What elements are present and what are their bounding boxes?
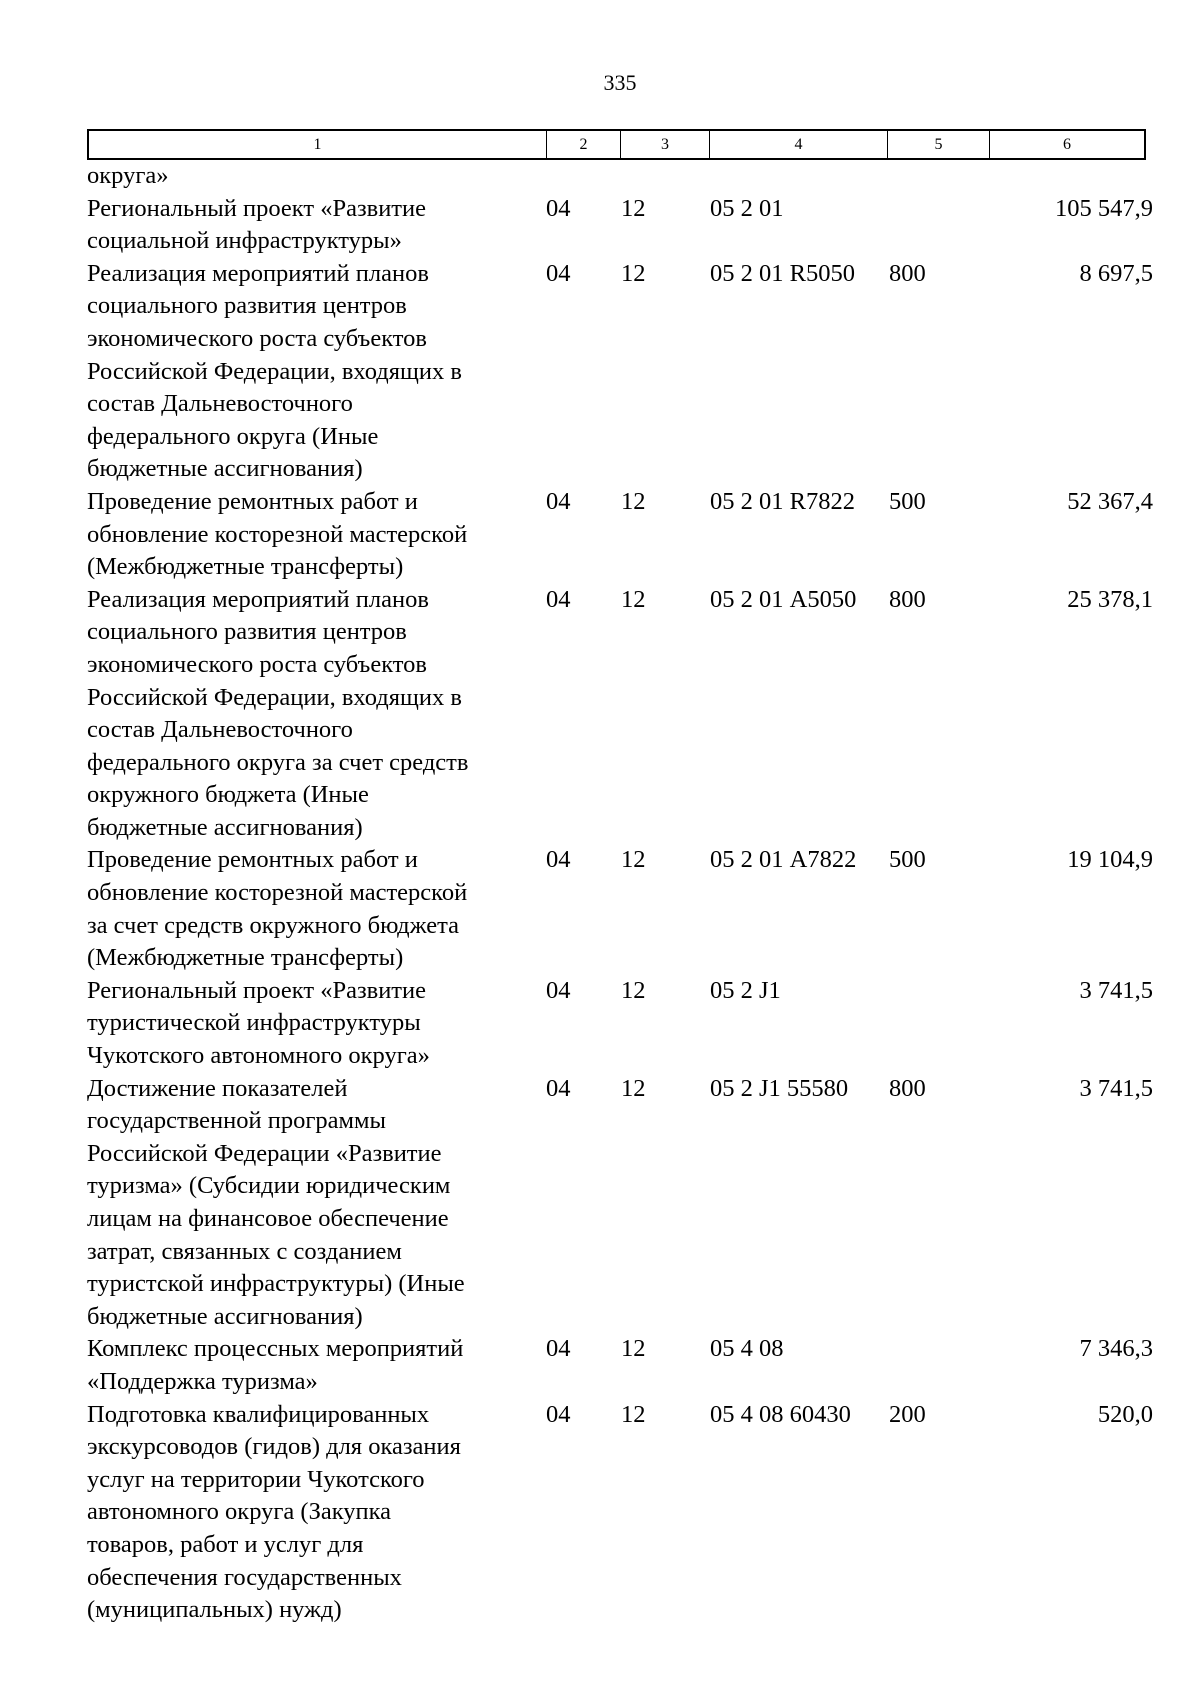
row-subsection: 12: [621, 1400, 646, 1428]
table-row: [87, 193, 1153, 258]
row-subsection: 12: [621, 1074, 646, 1102]
row-amount: 105 547,9: [1055, 194, 1153, 222]
header-col-4: 4: [710, 131, 888, 158]
row-section: 04: [546, 846, 571, 874]
header-col-5: 5: [888, 131, 990, 158]
row-amount: 25 378,1: [1067, 585, 1153, 613]
row-target-code: 05 4 08: [710, 1335, 784, 1363]
row-expense-type: 800: [889, 259, 926, 287]
table-row: [87, 258, 1153, 486]
row-name: Реализация мероприятий планов социального развития центров экономического роста субъектов Российской Федерации, входящих в состав Дальневосточного федерального округа (Иные бюджетные ассигнования): [87, 259, 462, 483]
row-subsection: 12: [621, 194, 646, 222]
table-header: [87, 129, 1146, 160]
row-amount: 3 741,5: [1079, 976, 1153, 1004]
table-row: [87, 1333, 1153, 1398]
row-section: 04: [546, 1335, 571, 1363]
row-subsection: 12: [621, 487, 646, 515]
row-target-code: 05 2 01 А7822: [710, 846, 857, 874]
header-col-3: 3: [621, 131, 710, 158]
row-target-code: 05 2 01 R5050: [710, 259, 855, 287]
row-target-code: 05 4 08 60430: [710, 1400, 851, 1428]
header-col-1: 1: [89, 131, 547, 158]
row-section: 04: [546, 487, 571, 515]
row-target-code: 05 2 J1: [710, 976, 781, 1004]
row-expense-type: 800: [889, 1074, 926, 1102]
row-expense-type: 500: [889, 487, 926, 515]
row-target-code: 05 2 01 R7822: [710, 487, 855, 515]
table-row: [87, 844, 1153, 974]
row-subsection: 12: [621, 976, 646, 1004]
row-expense-type: 200: [889, 1400, 926, 1428]
table-row: [87, 160, 1153, 193]
row-name: Достижение показателей государственной программы Российской Федерации «Развитие туризма» (Субсидии юридическим лицам на финансовое обеспечение затрат, связанных с созданием туристской инфраструктуры) (Иные бюджетные ассигнования): [87, 1074, 465, 1330]
table-row: [87, 1073, 1153, 1334]
row-subsection: 12: [621, 259, 646, 287]
row-name: Подготовка квалифицированных экскурсоводов (гидов) для оказания услуг на территории Чукотского автономного округа (Закупка товаров, работ и услуг для обеспечения государственных (муниципальных) нужд): [87, 1400, 461, 1624]
table-row: [87, 584, 1153, 845]
row-name: Региональный проект «Развитие социальной инфраструктуры»: [87, 194, 426, 255]
row-section: 04: [546, 1400, 571, 1428]
row-amount: 520,0: [1097, 1400, 1153, 1428]
row-subsection: 12: [621, 585, 646, 613]
row-section: 04: [546, 585, 571, 613]
row-amount: 7 346,3: [1079, 1335, 1153, 1363]
row-name: округа»: [87, 162, 169, 189]
table-body: [87, 160, 1153, 1627]
row-name: Реализация мероприятий планов социального развития центров экономического роста субъектов Российской Федерации, входящих в состав Дальневосточного федерального округа за счет средств окружного бюджета (Иные бюджетные ассигнования): [87, 585, 469, 841]
row-name: Проведение ремонтных работ и обновление косторезной мастерской (Межбюджетные трансферты): [87, 487, 468, 581]
row-amount: 52 367,4: [1067, 487, 1153, 515]
row-section: 04: [546, 976, 571, 1004]
row-section: 04: [546, 1074, 571, 1102]
table-row: [87, 975, 1153, 1073]
header-col-2: 2: [547, 131, 621, 158]
row-expense-type: 800: [889, 585, 926, 613]
row-expense-type: 500: [889, 846, 926, 874]
row-section: 04: [546, 259, 571, 287]
row-name: Комплекс процессных мероприятий «Поддержка туризма»: [87, 1335, 464, 1395]
row-amount: 8 697,5: [1079, 259, 1153, 287]
row-target-code: 05 2 01 А5050: [710, 585, 857, 613]
page-number: 335: [603, 70, 637, 95]
row-subsection: 12: [621, 846, 646, 874]
row-amount: 19 104,9: [1067, 846, 1153, 874]
row-subsection: 12: [621, 1335, 646, 1363]
table-row: [87, 1399, 1153, 1627]
header-col-6: 6: [1063, 135, 1071, 153]
row-name: Проведение ремонтных работ и обновление косторезной мастерской за счет средств окружного бюджета (Межбюджетные трансферты): [87, 846, 468, 972]
row-target-code: 05 2 J1 55580: [710, 1074, 849, 1102]
table-row: [87, 486, 1153, 584]
row-amount: 3 741,5: [1079, 1074, 1153, 1102]
row-name: Региональный проект «Развитие туристической инфраструктуры Чукотского автономного округа»: [87, 976, 430, 1070]
row-target-code: 05 2 01: [710, 194, 784, 222]
row-section: 04: [546, 194, 571, 222]
